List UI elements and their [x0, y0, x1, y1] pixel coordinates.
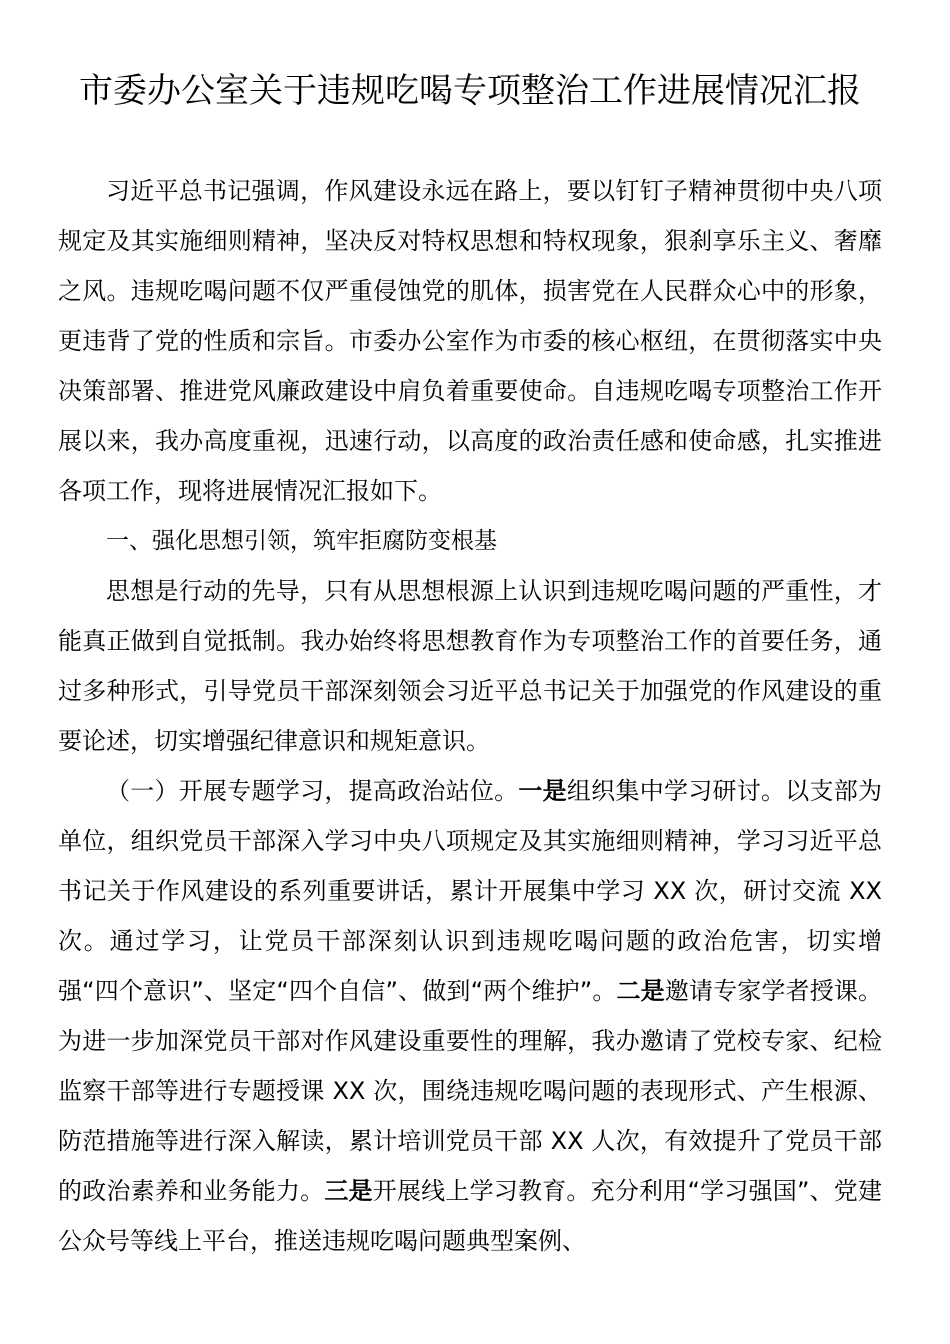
item-1-text: 组织集中学习研讨。以支部为单位，组织党员干部深入学习中央八项规定及其实施细则精神，学习习近平总书记关于作风建设的系列重要讲话，累计开展集中学习 XX 次，研讨交流 XX 次。通过学习，让党员干部深刻认识到违规吃喝问题的政治危害，切实增强“四个意识”、坚定“四个自信”、做到“两个维护”。	[58, 777, 883, 1005]
section-1-heading: 一、强化思想引领，筑牢拒腐防变根基	[106, 528, 497, 554]
document-title: 市委办公室关于违规吃喝专项整治工作进展情况汇报	[79, 71, 861, 111]
section-1-paragraph: 思想是行动的先导，只有从思想根源上认识到违规吃喝问题的严重性，才能真正做到自觉抵制。我办始终将思想教育作为专项整治工作的首要任务，通过多种形式，引导党员干部深刻领会习近平总书记关于加强党的作风建设的重要论述，切实增强纪律意识和规矩意识。	[58, 577, 882, 755]
item-1-label: 一是	[518, 777, 567, 805]
subsection-1-lead: （一）开展专题学习，提高政治站位。	[106, 777, 519, 805]
subsection-1-paragraph	[58, 766, 882, 1266]
item-3-text: 开展线上学习教育。充分利用“学习强国”、党建公众号等线上平台，推送违规吃喝问题典型案例、	[58, 1177, 883, 1255]
item-2-label: 二是	[616, 977, 665, 1005]
item-2-text: 邀请专家学者授课。为进一步加深党员干部对作风建设重要性的理解，我办邀请了党校专家、纪检监察干部等进行专题授课 XX 次，围绕违规吃喝问题的表现形式、产生根源、防范措施等进行深入解读，累计培训党员干部 XX 人次，有效提升了党员干部的政治素养和业务能力。	[58, 977, 883, 1205]
intro-paragraph: 习近平总书记强调，作风建设永远在路上，要以钉钉子精神贯彻中央八项规定及其实施细则精神，坚决反对特权思想和特权现象，狠刹享乐主义、奢靡之风。违规吃喝问题不仅严重侵蚀党的肌体，损害党在人民群众心中的形象，更违背了党的性质和宗旨。市委办公室作为市委的核心枢纽，在贯彻落实中央决策部署、推进党风廉政建设中肩负着重要使命。自违规吃喝专项整治工作开展以来，我办高度重视，迅速行动，以高度的政治责任感和使命感，扎实推进各项工作，现将进展情况汇报如下。	[58, 177, 882, 505]
item-3-label: 三是	[324, 1177, 373, 1205]
document-body	[58, 166, 882, 1266]
